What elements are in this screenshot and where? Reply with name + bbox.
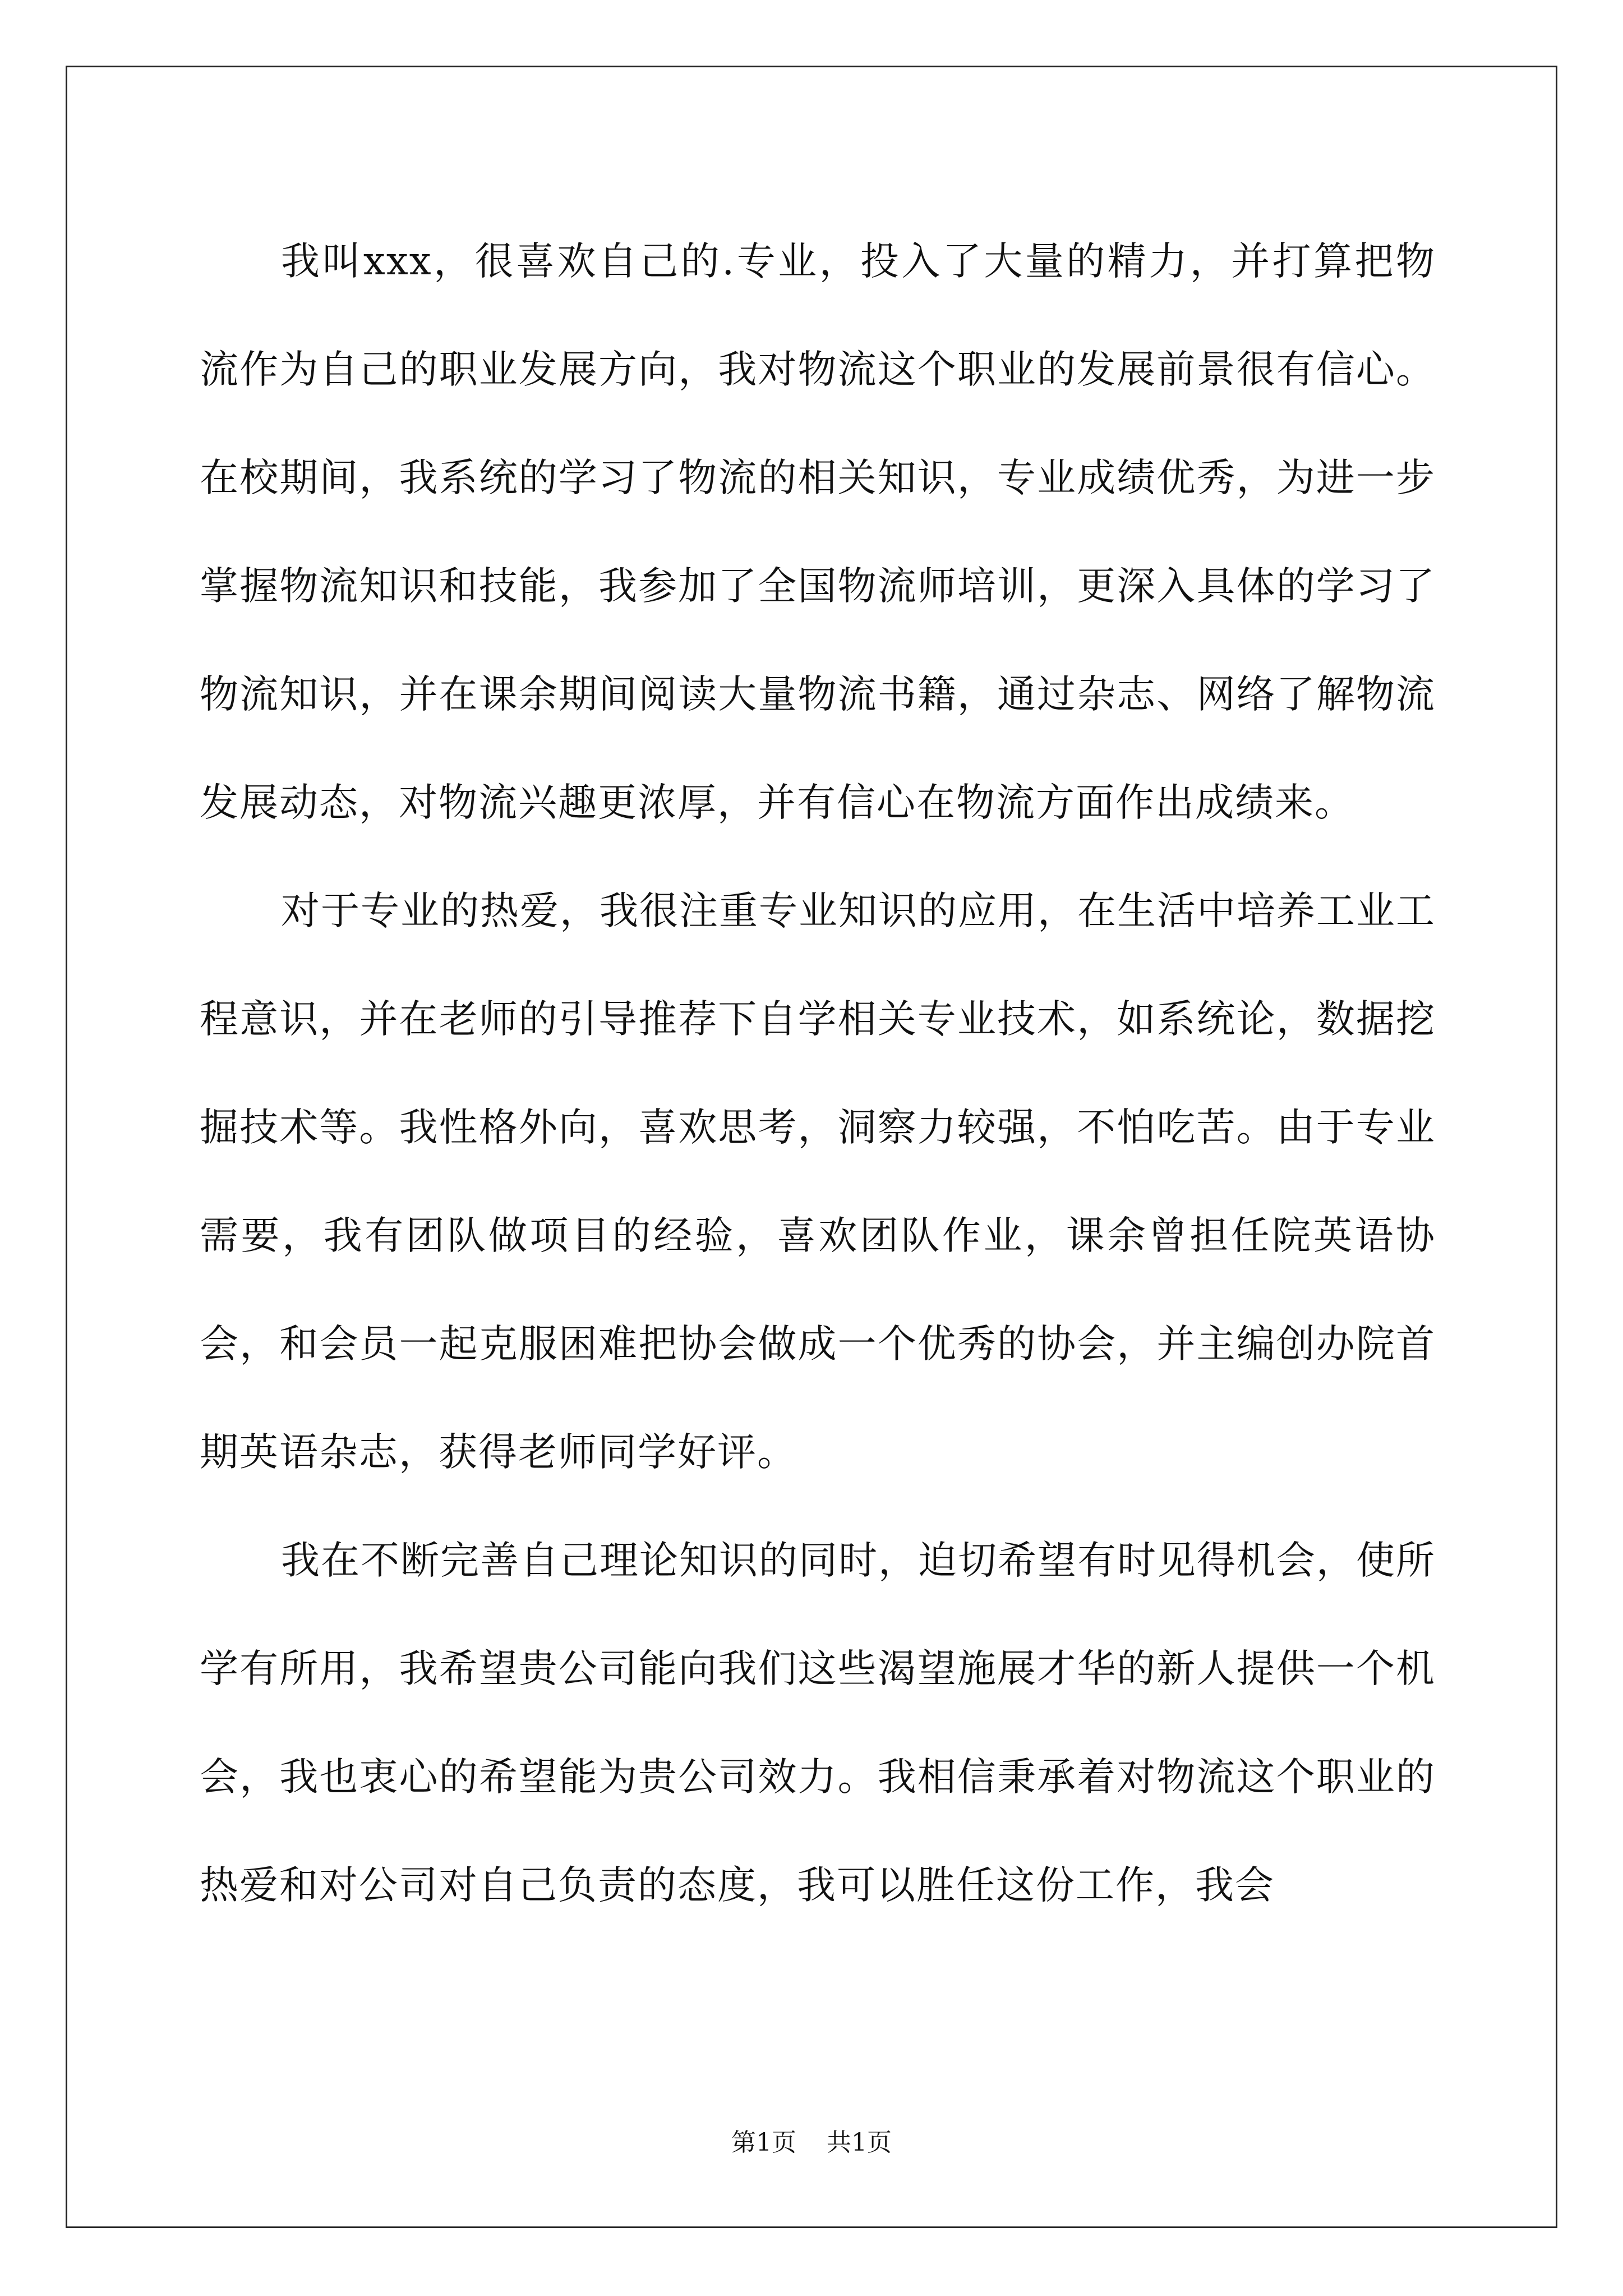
page-total: 共1页 bbox=[827, 2128, 892, 2157]
paragraph-2: 对于专业的热爱，我很注重专业知识的应用，在生活中培养工业工程意识，并在老师的引导推荐下自学相关专业技术，如系统论，数据挖掘技术等。我性格外向，喜欢思考，洞察力较强，不怕吃苦。由于专业需要，我有团队做项目的经验，喜欢团队作业，课余曾担任院英语协会，和会员一起克服困难把协会做成一个优秀的协会，并主编创办院首期英语杂志，获得老师同学好评。 bbox=[200, 889, 1436, 1475]
page-number: 第1页 bbox=[731, 2128, 796, 2157]
document-body bbox=[200, 208, 1436, 1940]
paragraph-3: 我在不断完善自己理论知识的同时，迫切希望有时见得机会，使所学有所用，我希望贵公司能向我们这些渴望施展才华的新人提供一个机会，我也衷心的希望能为贵公司效力。我相信秉承着对物流这个职业的热爱和对公司对自己负责的态度，我可以胜任这份工作，我会 bbox=[200, 1538, 1436, 1908]
page-footer bbox=[0, 2126, 1623, 2160]
paragraph-1: 我叫xxx，很喜欢自己的.专业，投入了大量的精力，并打算把物流作为自己的职业发展方向，我对物流这个职业的发展前景很有信心。在校期间，我系统的学习了物流的相关知识，专业成绩优秀，为进一步掌握物流知识和技能，我参加了全国物流师培训，更深入具体的学习了物流知识，并在课余期间阅读大量物流书籍，通过杂志、网络了解物流发展动态，对物流兴趣更浓厚，并有信心在物流方面作出成绩来。 bbox=[200, 239, 1436, 825]
